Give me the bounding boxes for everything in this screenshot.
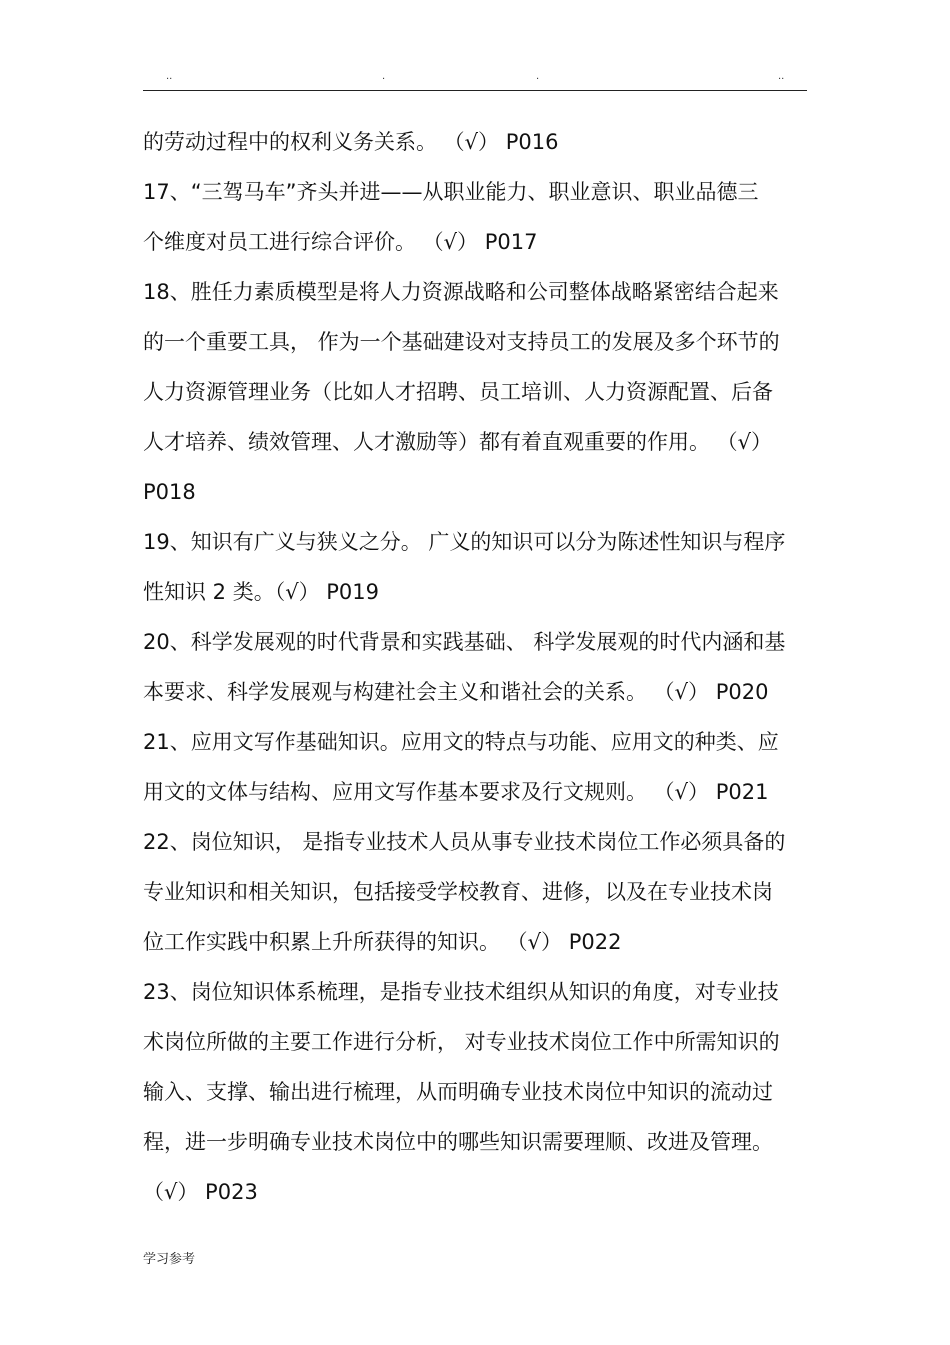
text-line: 19、知识有广义与狭义之分。 广义的知识可以分为陈述性知识与程序 [143,530,786,554]
document-body [143,122,807,1222]
header-dot: .. [166,71,173,82]
page-footer: 学习参考 [143,1252,196,1267]
text-line: 20、科学发展观的时代背景和实践基础、 科学发展观的时代内涵和基 [143,630,786,654]
header-dot: . [382,71,386,82]
text-line: 18、胜任力素质模型是将人力资源战略和公司整体战略紧密结合起来 [143,280,779,304]
text-line: 17、“三驾马车”齐头并进——从职业能力、职业意识、职业品德三 [143,180,759,204]
text-line: 性知识 2 类。（√） P019 [143,580,380,604]
text-line: 位工作实践中积累上升所获得的知识。 （√） P022 [143,930,622,954]
text-line: 21、应用文写作基础知识。应用文的特点与功能、应用文的种类、应 [143,730,779,754]
header-dot: .. [778,71,785,82]
text-line: 输入、支撑、输出进行梳理，从而明确专业技术岗位中知识的流动过 [143,1080,773,1104]
text-line: 术岗位所做的主要工作进行分析， 对专业技术岗位工作中所需知识的 [143,1030,780,1054]
page-header-dots [0,72,950,86]
text-line: 的劳动过程中的权利义务关系。 （√） P016 [143,130,559,154]
text-line: 人才培养、绩效管理、人才激励等）都有着直观重要的作用。 （√） [143,430,773,454]
text-line: 的一个重要工具， 作为一个基础建设对支持员工的发展及多个环节的 [143,330,780,354]
text-line: 22、岗位知识， 是指专业技术人员从事专业技术岗位工作必须具备的 [143,830,786,854]
text-line: 用文的文体与结构、应用文写作基本要求及行文规则。 （√） P021 [143,780,769,804]
text-line: （√） P023 [143,1180,258,1204]
header-rule [143,90,807,91]
text-line: 23、岗位知识体系梳理，是指专业技术组织从知识的角度，对专业技 [143,980,779,1004]
header-dot: . [536,71,540,82]
text-line: 程，进一步明确专业技术岗位中的哪些知识需要理顺、改进及管理。 [143,1130,773,1154]
text-line: 个维度对员工进行综合评价。 （√） P017 [143,230,538,254]
text-line: 本要求、科学发展观与构建社会主义和谐社会的关系。 （√） P020 [143,680,769,704]
text-line: P018 [143,480,196,504]
text-line: 专业知识和相关知识，包括接受学校教育、进修，以及在专业技术岗 [143,880,773,904]
text-line: 人力资源管理业务（比如人才招聘、员工培训、人力资源配置、后备 [143,380,773,404]
